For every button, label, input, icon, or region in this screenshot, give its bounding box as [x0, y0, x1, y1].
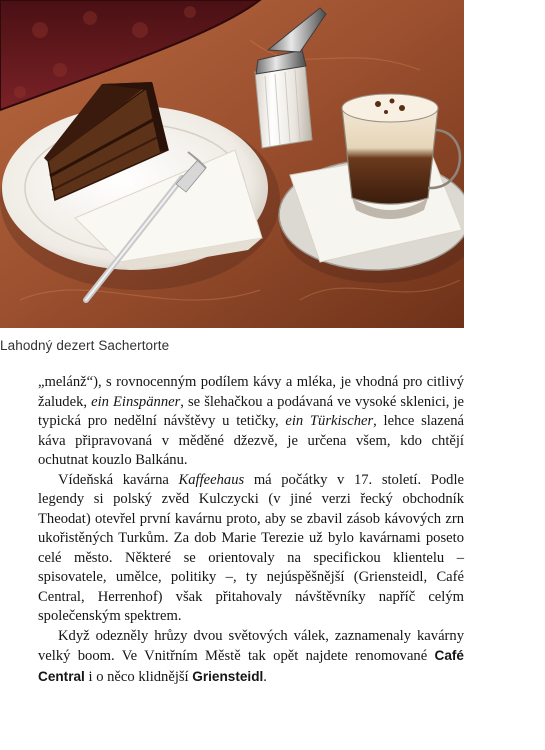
text-run: „melánž“), s rovnocenným podílem kávy a mléka, je vhodná pro citlivý žaludek,	[38, 374, 464, 410]
emphasis-text: Kaffeehaus	[178, 471, 245, 488]
text-run: Vídeňská kavárna	[58, 471, 179, 488]
cafe-name: Griensteidl	[192, 668, 264, 684]
photo-caption: Lahodný dezert Sachertorte	[0, 338, 170, 353]
text-run: , se šlehačkou a podávaná ve vysoké sklenici, je typická pro nedělní návštěvy u tetičky,	[38, 393, 464, 429]
paragraph	[38, 471, 464, 627]
sachertorte-photo	[0, 0, 464, 328]
cafe-name: Café Central	[38, 648, 464, 684]
paragraph	[38, 373, 464, 471]
paragraph	[38, 627, 464, 688]
text-run: Když odezněly hrůzy dvou světových válek, zaznamenaly kavárny velký boom. Ve Vnitřním Městě tak opět najdete renomované	[38, 627, 464, 664]
emphasis-text: ein Türkischer	[285, 413, 374, 429]
text-run: má počátky v 17. století. Podle legendy si polský zvěd Kulczycki (v jiné verzi řecký obchodník Theodat) otevřel první kavárnu proto, aby se zbavil zásob kávových zrn ukořistěných Turkům. Za dob Marie Terezie už bylo kavárnami poseto celé město. Některé se orientovaly na specifickou klientelu – spisovatele, umělce, politiky –, ty nejúspěšnější (Griensteidl, Café Central, Herrenhof) však přitahovaly návštěvníky napříč celým společenským spektrem.	[38, 471, 464, 624]
text-run: i o něco klidnější	[84, 668, 193, 685]
text-run: .	[263, 668, 267, 685]
body-text	[38, 373, 464, 687]
text-run: , lehce slazená káva připravovaná v měděné džezvě, je určena všem, kdo chtějí ochutnat kouzlo Balkánu.	[38, 413, 465, 468]
emphasis-text: ein Einspänner	[91, 393, 181, 410]
